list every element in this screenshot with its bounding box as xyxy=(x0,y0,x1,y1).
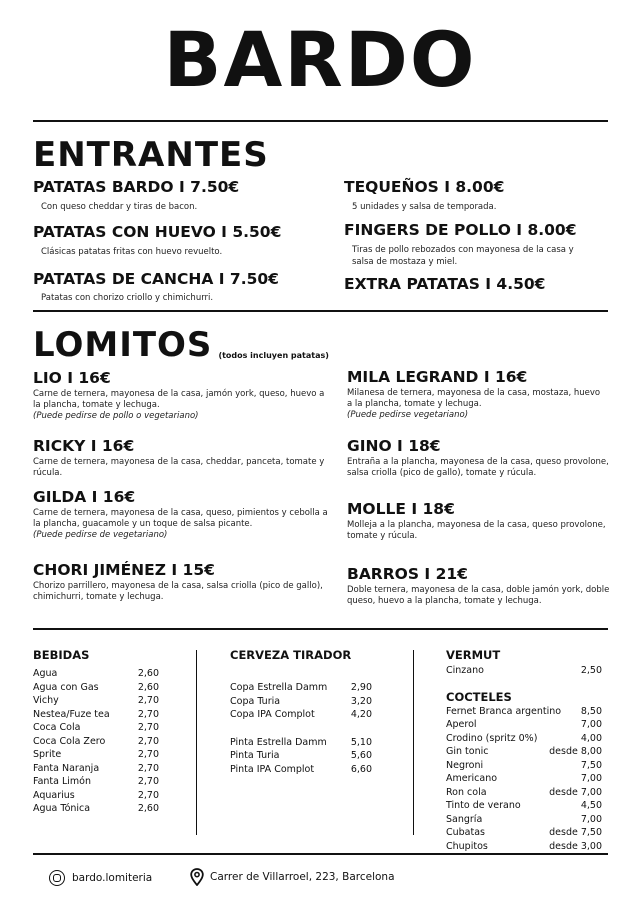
cocktail-row: Tinto de verano 4,50 xyxy=(446,800,602,811)
menu-item-note: (Puede pedirse de vegetariano) xyxy=(33,530,168,541)
beer-row: Copa Turia 3,20 xyxy=(230,695,372,707)
lomitos-note: (todos incluyen patatas) xyxy=(218,351,329,360)
menu-item-title: RICKY I 16€ xyxy=(33,437,135,455)
cocteles-title: COCTELES xyxy=(446,689,512,704)
drink-row: Agua 2,60 xyxy=(33,668,159,679)
menu-item-title: MOLLE I 18€ xyxy=(347,500,455,518)
entrantes-left-column xyxy=(33,180,313,305)
drink-row: Fanta Limón 2,70 xyxy=(33,776,159,787)
menu-item-title: EXTRA PATATAS I 4.50€ xyxy=(344,275,546,294)
cocktail-row: Sangría 7,00 xyxy=(446,813,602,825)
cerveza-title: CERVEZA TIRADOR xyxy=(230,648,352,662)
menu-item-note: (Puede pedirse vegetariano) xyxy=(347,410,469,421)
menu-item-title: GILDA I 16€ xyxy=(33,488,136,506)
cocktail-row: Fernet Branca argentino 8,50 xyxy=(446,705,602,717)
cocktail-row: Americano 7,00 xyxy=(446,773,602,784)
beer-row: Copa IPA Complot 4,20 xyxy=(230,709,372,720)
lomitos-left-column xyxy=(33,490,333,542)
entrantes-right-column xyxy=(344,180,604,293)
instagram-link[interactable] xyxy=(49,870,152,886)
menu-item-note: (Puede pedirse de pollo o vegetariano) xyxy=(33,411,199,422)
menu-item-description: Patatas con chorizo criollo y chimichurri. xyxy=(41,293,214,304)
column-divider xyxy=(196,650,197,835)
drink-row: Fanta Naranja 2,70 xyxy=(33,762,159,774)
address-link[interactable] xyxy=(190,868,395,886)
beer-row: Copa Estrella Damm 2,90 xyxy=(230,682,372,693)
menu-item-description: Molleja a la plancha, mayonesa de la casa, queso provolone, tomate y rúcula. xyxy=(347,519,606,541)
menu-item-description: Milanesa de ternera, mayonesa de la casa, mostaza, huevo a la plancha, tomate y lechuga. xyxy=(347,387,601,409)
lomitos-left-column xyxy=(33,439,333,479)
address-text: Carrer de Villarroel, 223, Barcelona xyxy=(210,871,395,883)
menu-item-title: BARROS I 21€ xyxy=(347,565,468,583)
menu-item-title: PATATAS DE CANCHA I 7.50€ xyxy=(33,269,279,288)
lomitos-left-column xyxy=(33,371,333,423)
lomitos-title: LOMITOS xyxy=(33,325,213,365)
drink-row: Agua con Gas 2,60 xyxy=(33,681,159,693)
divider xyxy=(33,628,608,630)
drink-row: Nestea/Fuze tea 2,70 xyxy=(33,708,159,720)
lomitos-right-column xyxy=(347,439,617,479)
cocktail-row: Cubatas desde 7,50 xyxy=(446,827,602,838)
menu-item-description: Clásicas patatas fritas con huevo revuelto. xyxy=(41,247,223,258)
menu-item-title: TEQUEÑOS I 8.00€ xyxy=(344,178,505,196)
menu-item-description: Con queso cheddar y tiras de bacon. xyxy=(41,201,198,212)
menu-item-title: FINGERS DE POLLO I 8.00€ xyxy=(344,220,577,239)
cocktail-row: Chupitos desde 3,00 xyxy=(446,840,602,852)
menu-item-description: Carne de ternera, mayonesa de la casa, jamón york, queso, huevo a la plancha, tomate y lechuga. xyxy=(33,388,325,410)
drink-row: Vichy 2,70 xyxy=(33,695,159,706)
menu-item-title: MILA LEGRAND I 16€ xyxy=(347,368,528,386)
menu-item-description: Carne de ternera, mayonesa de la casa, queso, pimientos y cebolla a la plancha, guacamole y un toque de salsa picante. xyxy=(33,507,328,529)
cocktail-row: Ron cola desde 7,00 xyxy=(446,786,602,798)
vermut-title: VERMUT xyxy=(446,648,501,662)
cocktail-row: Crodino (spritz 0%) 4,00 xyxy=(446,732,602,744)
menu-item-description: Carne de ternera, mayonesa de la casa, cheddar, panceta, tomate y rúcula. xyxy=(33,456,325,478)
brand-logo: BARDO xyxy=(163,15,477,104)
beer-row: Pinta Estrella Damm 5,10 xyxy=(230,736,372,748)
lomitos-left-column xyxy=(33,563,338,603)
menu-item-title: PATATAS CON HUEVO I 5.50€ xyxy=(33,222,282,241)
divider xyxy=(33,310,608,312)
menu-item-title: CHORI JIMÉNEZ I 15€ xyxy=(33,561,215,579)
menu-item-title: LIO I 16€ xyxy=(33,369,111,387)
beer-row: Pinta Turia 5,60 xyxy=(230,750,372,761)
lomitos-right-column xyxy=(347,567,612,607)
drink-row: Aquarius 2,70 xyxy=(33,789,159,801)
divider xyxy=(33,853,608,855)
map-pin-icon xyxy=(190,868,204,886)
drink-row: Agua Tónica 2,60 xyxy=(33,803,159,814)
beer-row: Pinta IPA Complot 6,60 xyxy=(230,763,372,775)
cerveza-column xyxy=(230,648,372,776)
menu-item-description: 5 unidades y salsa de temporada. xyxy=(352,201,497,212)
entrantes-title: ENTRANTES xyxy=(33,135,269,175)
drink-row: Sprite 2,70 xyxy=(33,749,159,760)
menu-item-description: Entraña a la plancha, mayonesa de la casa, queso provolone, salsa criolla (pico de gallo), tomate y rúcula. xyxy=(347,456,609,478)
lomitos-right-column xyxy=(347,502,617,542)
menu-item-description: Tiras de pollo rebozados con mayonesa de la casa y salsa de mostaza y miel. xyxy=(352,245,574,267)
lomitos-right-column xyxy=(347,370,607,422)
cocktail-row: Negroni 7,50 xyxy=(446,759,602,771)
column-divider xyxy=(413,650,414,835)
vermut-column xyxy=(446,648,602,853)
drink-row: Coca Cola Zero 2,70 xyxy=(33,735,159,747)
instagram-icon xyxy=(49,870,65,886)
cocktail-row: Gin tonic desde 8,00 xyxy=(446,746,602,757)
drink-row: Coca Cola 2,70 xyxy=(33,722,159,733)
instagram-handle: bardo.lomiteria xyxy=(72,872,153,884)
lomitos-header xyxy=(33,325,329,365)
divider xyxy=(33,120,608,122)
bebidas-column xyxy=(33,648,159,816)
menu-item-description: Doble ternera, mayonesa de la casa, doble jamón york, doble queso, huevo a la plancha, tomate y lechuga. xyxy=(347,584,610,606)
menu-item-description: Chorizo parrillero, mayonesa de la casa, salsa criolla (pico de gallo), chimichurri, tomate y lechuga. xyxy=(33,580,323,602)
cocktail-row: Aperol 7,00 xyxy=(446,719,602,730)
menu-item-title: GINO I 18€ xyxy=(347,437,441,455)
drink-row: Cinzano 2,50 xyxy=(446,665,602,676)
bebidas-title: BEBIDAS xyxy=(33,648,90,662)
menu-item-title: PATATAS BARDO I 7.50€ xyxy=(33,178,240,196)
